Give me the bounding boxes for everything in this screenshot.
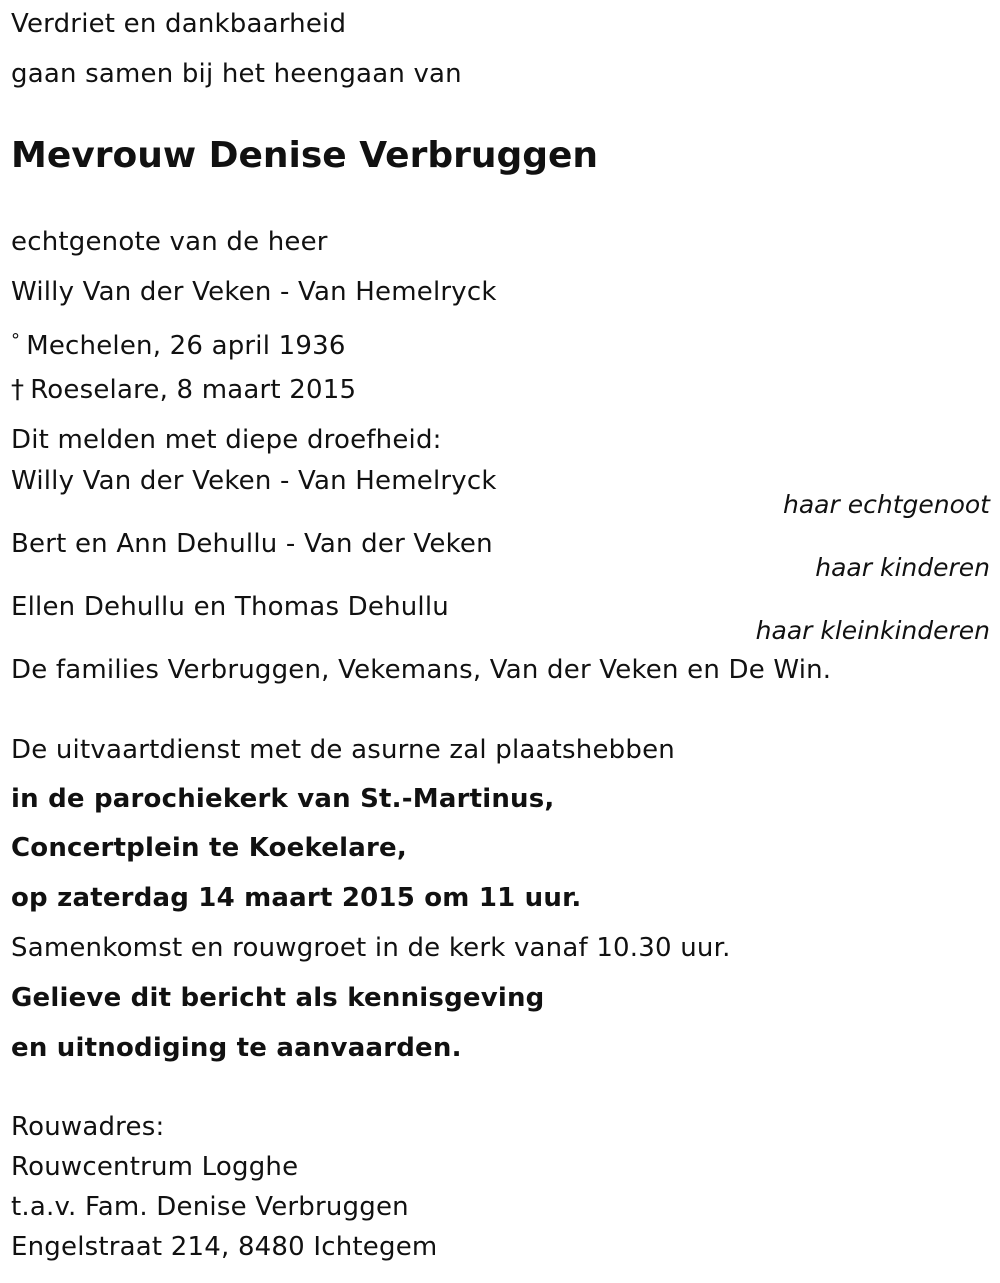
mourner-names-3: Ellen Dehullu en Thomas Dehullu	[11, 592, 449, 622]
service-intro: De uitvaartdienst met de asurne zal plaatshebben	[11, 735, 675, 765]
mourner-names-1: Willy Van der Veken - Van Hemelryck	[11, 466, 497, 496]
spouse-intro: echtgenote van de heer	[11, 227, 328, 257]
intro-line-1: Verdriet en dankbaarheid	[11, 9, 347, 39]
birth-symbol: °	[11, 330, 21, 351]
intro-line-2: gaan samen bij het heengaan van	[11, 59, 462, 89]
service-datetime: op zaterdag 14 maart 2015 om 11 uur.	[11, 883, 582, 913]
death-text: Roeselare, 8 maart 2015	[30, 375, 357, 405]
service-location: in de parochiekerk van St.-Martinus,	[11, 784, 555, 814]
birth-line	[11, 325, 346, 362]
mourners-intro: Dit melden met diepe droefheid:	[11, 425, 442, 455]
notice-line-1: Gelieve dit bericht als kennisgeving	[11, 983, 545, 1013]
address-line-2: t.a.v. Fam. Denise Verbruggen	[11, 1192, 409, 1222]
service-gathering: Samenkomst en rouwgroet in de kerk vanaf 10.30 uur.	[11, 933, 731, 963]
mourner-names-2: Bert en Ann Dehullu - Van der Veken	[11, 529, 493, 559]
deceased-name: Mevrouw Denise Verbruggen	[11, 135, 599, 176]
service-address: Concertplein te Koekelare,	[11, 833, 407, 863]
cross-icon: †	[11, 375, 25, 405]
families-line: De families Verbruggen, Vekemans, Van der Veken en De Win.	[11, 655, 832, 685]
mourner-role-2: haar kinderen	[815, 553, 990, 582]
mourner-role-1: haar echtgenoot	[783, 490, 990, 519]
spouse-name: Willy Van der Veken - Van Hemelryck	[11, 277, 497, 307]
address-line-1: Rouwcentrum Logghe	[11, 1152, 299, 1182]
address-line-3: Engelstraat 214, 8480 Ichtegem	[11, 1232, 438, 1262]
notice-line-2: en uitnodiging te aanvaarden.	[11, 1033, 462, 1063]
death-line	[11, 374, 356, 406]
mourner-role-3: haar kleinkinderen	[755, 616, 990, 645]
birth-text: Mechelen, 26 april 1936	[26, 331, 346, 361]
address-label: Rouwadres:	[11, 1112, 165, 1142]
